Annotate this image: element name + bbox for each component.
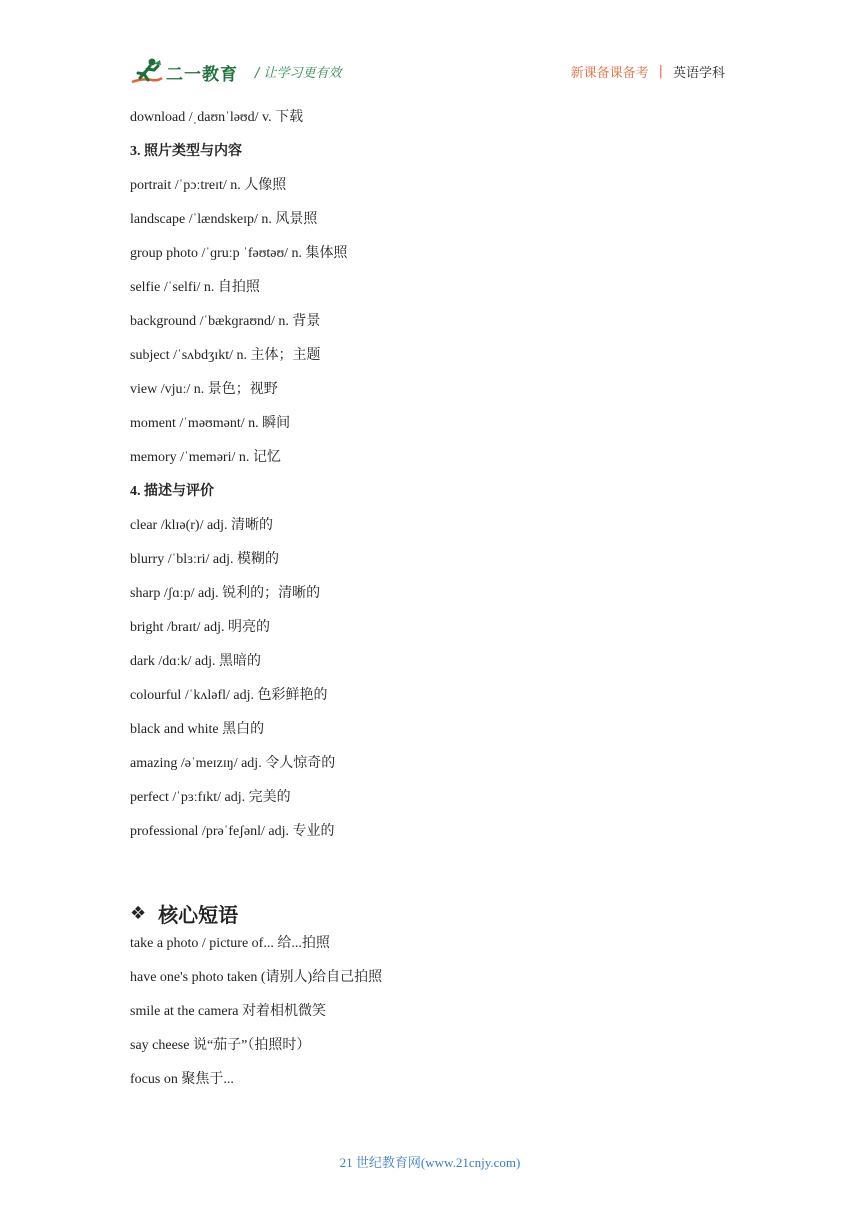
vocab-line: professional /prəˈfeʃənl/ adj. 专业的	[130, 824, 335, 839]
vocab-line: selfie /ˈselfi/ n. 自拍照	[130, 280, 260, 295]
document-body	[130, 108, 730, 1104]
tag-left: 新课备课备考	[570, 66, 649, 81]
vocab-line: download /ˌdaʊnˈləʊd/ v. 下载	[130, 110, 304, 125]
section-title: 核心短语	[158, 902, 239, 927]
vocab-line: group photo /ˈɡruːp ˈfəʊtəʊ/ n. 集体照	[130, 246, 348, 261]
slogan: / 让学习更有效	[255, 66, 342, 81]
vocab-line: clear /klɪə(r)/ adj. 清晰的	[130, 518, 274, 533]
vocab-line: amazing /əˈmeɪzɪŋ/ adj. 令人惊奇的	[130, 756, 336, 771]
vocab-line: memory /ˈmeməri/ n. 记忆	[130, 450, 281, 465]
subsection-heading: 4. 描述与评价	[130, 484, 214, 499]
vocab-line: blurry /ˈblɜːri/ adj. 模糊的	[130, 552, 279, 567]
section-heading	[130, 894, 730, 932]
section-gap	[130, 856, 730, 894]
vocab-line: bright /braɪt/ adj. 明亮的	[130, 620, 270, 635]
vocab-line: perfect /ˈpɜːfɪkt/ adj. 完美的	[130, 790, 291, 805]
phrase-line: focus on 聚焦于...	[130, 1072, 234, 1087]
phrase-line: smile at the camera 对着相机微笑	[130, 1004, 326, 1019]
vocab-line: view /vjuː/ n. 景色；视野	[130, 382, 278, 397]
subject-tag	[571, 62, 725, 81]
running-figure-icon	[130, 56, 164, 88]
vocab-line: black and white 黑白的	[130, 722, 265, 737]
vocab-line: landscape /ˈlændskeɪp/ n. 风景照	[130, 212, 318, 227]
vocab-line: moment /ˈməʊmənt/ n. 瞬间	[130, 416, 291, 431]
vocab-line: subject /ˈsʌbdʒɪkt/ n. 主体；主题	[130, 348, 321, 363]
logo	[130, 56, 238, 88]
subsection-heading: 3. 照片类型与内容	[130, 144, 242, 159]
vocab-line: colourful /ˈkʌləfl/ adj. 色彩鲜艳的	[130, 688, 328, 703]
vocab-line: portrait /ˈpɔːtreɪt/ n. 人像照	[130, 178, 287, 193]
page-footer: 21 世纪教育网(www.21cnjy.com)	[339, 1155, 521, 1170]
phrase-line: have one's photo taken (请别人)给自己拍照	[130, 970, 383, 985]
phrase-list	[130, 934, 730, 1104]
diamond-bullet-icon: ❖	[130, 902, 147, 924]
vocabulary-list	[130, 108, 730, 856]
tag-right: 英语学科	[672, 66, 725, 81]
vocab-line: dark /dɑːk/ adj. 黑暗的	[130, 654, 261, 669]
page-header	[0, 0, 860, 100]
tag-separator: |	[658, 64, 663, 79]
vocab-line: background /ˈbækɡraʊnd/ n. 背景	[130, 314, 321, 329]
phrase-line: take a photo / picture of... 给...拍照	[130, 936, 330, 951]
vocab-line: sharp /ʃɑːp/ adj. 锐利的；清晰的	[130, 586, 321, 601]
phrase-line: say cheese 说“茄子”（拍照时）	[130, 1038, 311, 1053]
logo-text: 二一教育	[166, 64, 238, 85]
